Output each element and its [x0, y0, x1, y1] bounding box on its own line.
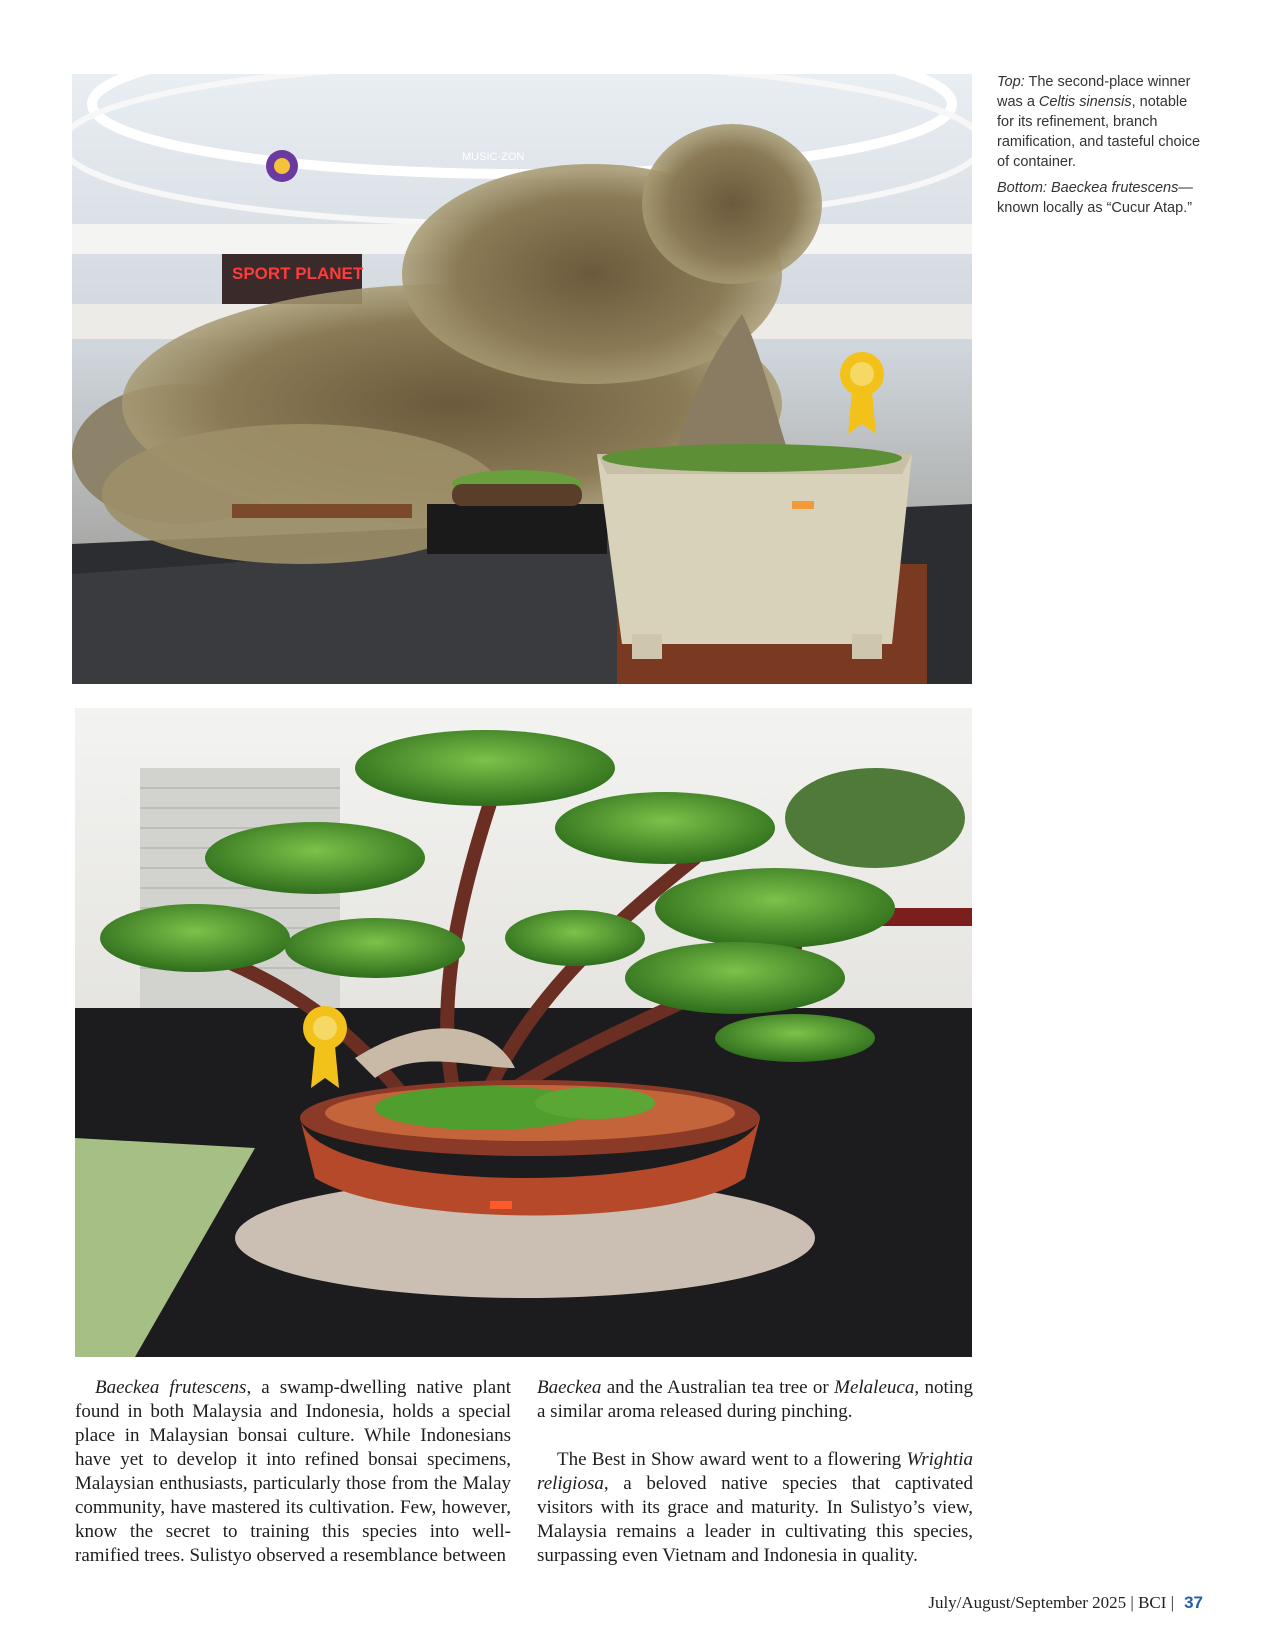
- body-column-right: [537, 1376, 973, 1592]
- body-text: , a beloved native species that captivated visitors with its grace and maturity. In Sulistyo’s view, Malaysia remains a leader in cultivating this species, surpassing even Vietnam and Indonesia in quality.: [537, 1473, 973, 1566]
- body-text: The Best in Show award went to a flowering: [557, 1449, 907, 1470]
- music-zone-sign: MUSIC·ZON: [462, 151, 525, 163]
- page-number: 37: [1184, 1593, 1203, 1612]
- body-text: and the Australian tea tree or: [601, 1377, 835, 1398]
- sport-planet-sign: SPORT PLANET: [232, 264, 364, 283]
- caption-bottom: [997, 178, 1207, 218]
- celtis-sinensis-photo: [72, 74, 972, 684]
- body-species: Melaleuca: [834, 1377, 915, 1398]
- body-text: , a swamp-dwelling native plant found in both Malaysia and Indonesia, holds a special place in Malaysian bonsai culture. While Indonesians have yet to develop it into refined bonsai specimens, Malaysian enthusiasts, particularly those from the Malay community, have mastered its cultivation. Few, however, know the secret to training this species into well-ramified trees. Sulistyo observed a resemblance between: [75, 1377, 511, 1566]
- caption-top-label: Top:: [997, 74, 1025, 90]
- body-paragraph: [75, 1376, 511, 1568]
- baeckea-frutescens-photo: [75, 708, 972, 1357]
- caption-bottom-text: — known locally as “Cucur Atap.”: [997, 180, 1193, 216]
- body-species: Baeckea frutescens: [95, 1377, 247, 1398]
- body-species: Wrightia religiosa: [537, 1449, 973, 1494]
- body-column-left: [75, 1376, 511, 1592]
- celtis-photo-svg: [72, 74, 972, 684]
- body-text: , noting a similar aroma released during pinching.: [537, 1377, 974, 1422]
- page-footer: [928, 1593, 1203, 1613]
- caption-top-text-2: , notable for its refinement, branch ramification, and tasteful choice of container.: [997, 94, 1201, 170]
- photo-caption: [997, 72, 1207, 224]
- baeckea-photo-svg: [75, 708, 972, 1357]
- body-paragraph-best-in-show: [537, 1448, 973, 1568]
- caption-top: [997, 72, 1207, 172]
- caption-bottom-species: Baeckea frutescens: [1051, 180, 1179, 196]
- caption-top-text-1: The second-place winner was a: [997, 74, 1191, 110]
- body-paragraph-continued: [537, 1376, 973, 1424]
- caption-bottom-label: Bottom:: [997, 180, 1047, 196]
- caption-top-species: Celtis sinensis: [1038, 94, 1132, 110]
- issue-label: July/August/September 2025 | BCI |: [928, 1593, 1175, 1612]
- body-species: Baeckea: [537, 1377, 602, 1398]
